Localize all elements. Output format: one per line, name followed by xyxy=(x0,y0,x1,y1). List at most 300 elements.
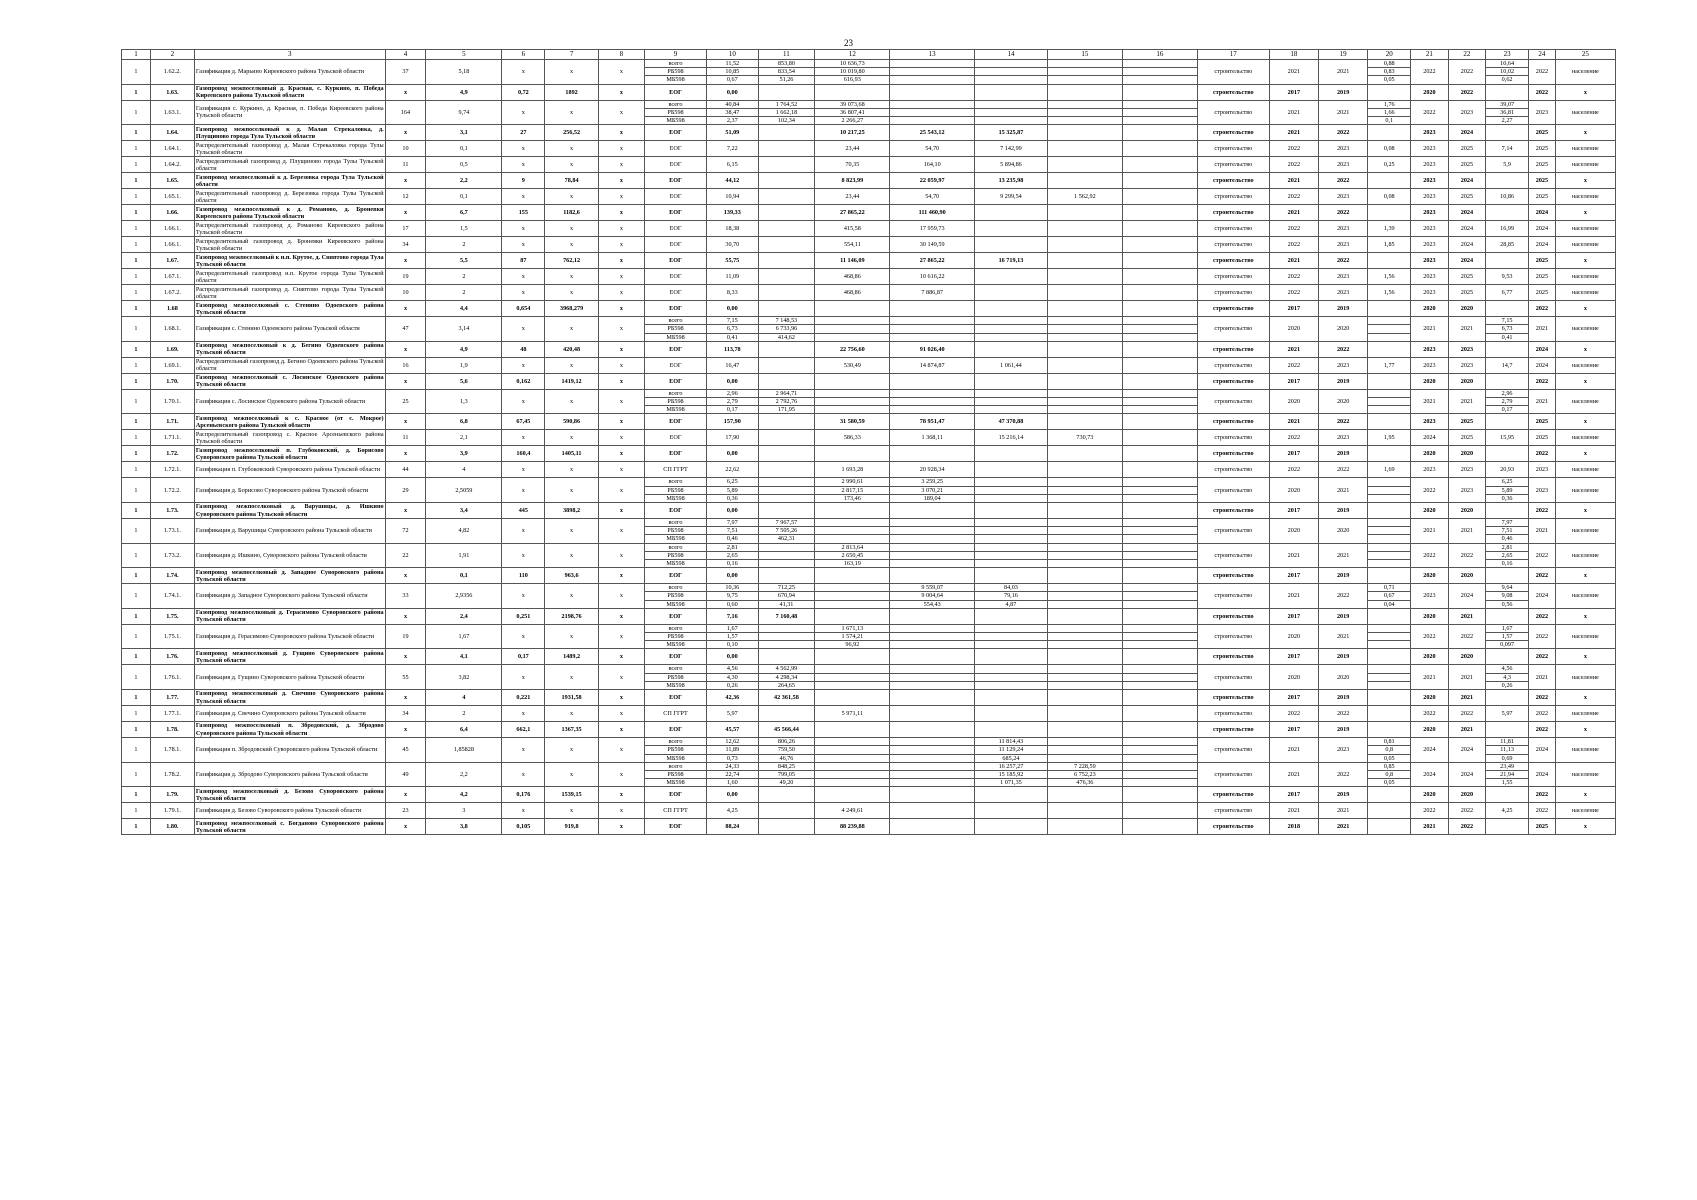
cell-col-6: х xyxy=(502,738,545,763)
table-row xyxy=(122,624,1616,632)
cell-col-15 xyxy=(1047,389,1122,397)
cell-col-12: 23,44 xyxy=(815,189,890,205)
column-header-17: 17 xyxy=(1197,50,1269,60)
object-name: Газификация д. Збродово Суворовского района Тульской области xyxy=(194,762,385,787)
table-row xyxy=(122,787,1616,803)
cell-col-14: 16 719,13 xyxy=(975,253,1048,269)
cell-col-24: 2022 xyxy=(1529,503,1556,519)
cell-col-21: 2020 xyxy=(1411,503,1449,519)
cell-col-11 xyxy=(758,430,815,446)
cell-col-17: строительство xyxy=(1197,301,1269,317)
cell-col-10: 10,36 xyxy=(707,584,758,592)
cell-col-15 xyxy=(1047,317,1122,325)
cell-col-24: 2022 xyxy=(1529,301,1556,317)
cell-col-25: население xyxy=(1555,269,1615,285)
cell-col-19: 2022 xyxy=(1319,706,1368,722)
cell-col-16 xyxy=(1122,519,1197,527)
cell-col-9: всего xyxy=(644,738,706,746)
cell-col-20: 0,67 xyxy=(1368,592,1411,600)
cell-col-6: 48 xyxy=(502,341,545,357)
cell-col-7: х xyxy=(545,317,599,342)
cell-col-16 xyxy=(1122,633,1197,641)
cell-col-10: 30,70 xyxy=(707,237,758,253)
cell-col-1: 1 xyxy=(122,568,151,584)
cell-col-9: всего xyxy=(644,762,706,770)
table-row xyxy=(122,649,1616,665)
cell-col-12: 22 756,60 xyxy=(815,341,890,357)
cell-col-8: х xyxy=(598,301,644,317)
cell-col-17: строительство xyxy=(1197,389,1269,414)
cell-col-8: х xyxy=(598,285,644,301)
cell-col-8: х xyxy=(598,141,644,157)
cell-col-24: 2025 xyxy=(1529,430,1556,446)
cell-col-15 xyxy=(1047,333,1122,341)
cell-col-10: 0,60 xyxy=(707,600,758,608)
cell-col-9: ЕОГ xyxy=(644,189,706,205)
cell-col-5: 5,18 xyxy=(426,60,502,85)
cell-col-22: 2025 xyxy=(1448,157,1486,173)
cell-col-13: 10 616,22 xyxy=(890,269,975,285)
cell-col-11: 2 792,76 xyxy=(758,398,815,406)
cell-col-16 xyxy=(1122,108,1197,116)
cell-col-23: 6,25 xyxy=(1486,478,1529,486)
cell-col-9: МБ598 xyxy=(644,779,706,787)
cell-col-18: 2022 xyxy=(1269,237,1318,253)
cell-col-19: 2019 xyxy=(1319,608,1368,624)
cell-col-2: 1.77.1. xyxy=(150,706,194,722)
cell-col-5: 2,2 xyxy=(426,762,502,787)
cell-col-24: 2022 xyxy=(1529,706,1556,722)
cell-col-16 xyxy=(1122,779,1197,787)
cell-col-12: 23,44 xyxy=(815,141,890,157)
cell-col-13 xyxy=(890,373,975,389)
cell-col-13: 14 874,87 xyxy=(890,357,975,373)
cell-col-14 xyxy=(975,285,1048,301)
cell-col-6: х xyxy=(502,389,545,414)
cell-col-5: 4,4 xyxy=(426,301,502,317)
cell-col-6: 0,162 xyxy=(502,373,545,389)
cell-col-14 xyxy=(975,665,1048,673)
cell-col-17: строительство xyxy=(1197,568,1269,584)
cell-col-5: 2,4 xyxy=(426,608,502,624)
cell-col-19: 2023 xyxy=(1319,221,1368,237)
cell-col-10: 0,26 xyxy=(707,681,758,689)
cell-col-8: х xyxy=(598,100,644,125)
cell-col-12 xyxy=(815,84,890,100)
cell-col-8: х xyxy=(598,624,644,649)
cell-col-14: 4,87 xyxy=(975,600,1048,608)
cell-col-7: 590,86 xyxy=(545,414,599,430)
cell-col-19: 2023 xyxy=(1319,357,1368,373)
cell-col-2: 1.71.1. xyxy=(150,430,194,446)
cell-col-21: 2022 xyxy=(1411,624,1449,649)
cell-col-4: х xyxy=(385,690,426,706)
cell-col-17: строительство xyxy=(1197,624,1269,649)
cell-col-23: 5,89 xyxy=(1486,486,1529,494)
cell-col-2: 1.74. xyxy=(150,568,194,584)
cell-col-18: 2020 xyxy=(1269,624,1318,649)
cell-col-23: 0,41 xyxy=(1486,333,1529,341)
cell-col-18: 2021 xyxy=(1269,60,1318,85)
cell-col-23: 20,93 xyxy=(1486,462,1529,478)
cell-col-15 xyxy=(1047,141,1122,157)
cell-col-20: 0,81 xyxy=(1368,738,1411,746)
cell-col-18: 2021 xyxy=(1269,762,1318,787)
cell-col-7: х xyxy=(545,221,599,237)
cell-col-22: 2025 xyxy=(1448,269,1486,285)
cell-col-9: ЕОГ xyxy=(644,373,706,389)
cell-col-18: 2021 xyxy=(1269,803,1318,819)
cell-col-7: х xyxy=(545,543,599,568)
object-name: Газопровод межпоселковый к с. Красное (от с. Мокрое) Арсеньевского района Тульской области xyxy=(195,414,384,429)
table-row xyxy=(122,819,1616,835)
cell-col-14: 16 257,27 xyxy=(975,762,1048,770)
cell-col-18: 2018 xyxy=(1269,819,1318,835)
cell-col-5: 6,4 xyxy=(426,722,502,738)
cell-col-12 xyxy=(815,754,890,762)
cell-col-4: 37 xyxy=(385,60,426,85)
cell-col-14 xyxy=(975,503,1048,519)
cell-col-16 xyxy=(1122,462,1197,478)
cell-col-12 xyxy=(815,317,890,325)
cell-col-11: 41,31 xyxy=(758,600,815,608)
cell-col-10: 157,90 xyxy=(707,414,758,430)
cell-col-2: 1.68 xyxy=(150,301,194,317)
cell-col-23: 10,86 xyxy=(1486,189,1529,205)
cell-col-20 xyxy=(1368,819,1411,835)
cell-col-13: 78 951,47 xyxy=(890,414,975,430)
cell-col-15 xyxy=(1047,125,1122,141)
cell-col-1: 1 xyxy=(122,301,151,317)
cell-col-8: х xyxy=(598,157,644,173)
cell-col-10: 0,00 xyxy=(707,446,758,462)
cell-col-25: х xyxy=(1555,173,1615,189)
cell-col-7: х xyxy=(545,60,599,85)
cell-col-21: 2021 xyxy=(1411,519,1449,544)
cell-col-10: 0,00 xyxy=(707,84,758,100)
cell-col-7: х xyxy=(545,462,599,478)
cell-col-9: РБ598 xyxy=(644,592,706,600)
cell-col-16 xyxy=(1122,100,1197,108)
cell-col-20 xyxy=(1368,690,1411,706)
cell-col-8: х xyxy=(598,125,644,141)
cell-col-15 xyxy=(1047,269,1122,285)
cell-col-14 xyxy=(975,205,1048,221)
cell-col-4: х xyxy=(385,787,426,803)
cell-col-23: 2,65 xyxy=(1486,551,1529,559)
cell-col-20: 0,1 xyxy=(1368,117,1411,125)
cell-col-22: 2022 xyxy=(1448,60,1486,85)
cell-col-13: 111 460,90 xyxy=(890,205,975,221)
cell-col-5: 0,1 xyxy=(426,141,502,157)
cell-col-19: 2019 xyxy=(1319,787,1368,803)
cell-col-13: 7 886,87 xyxy=(890,285,975,301)
cell-col-2: 1.66.1. xyxy=(150,237,194,253)
cell-col-10: 12,62 xyxy=(707,738,758,746)
cell-col-10: 7,22 xyxy=(707,141,758,157)
cell-col-13: 164,10 xyxy=(890,157,975,173)
cell-col-22: 2020 xyxy=(1448,568,1486,584)
cell-col-12 xyxy=(815,649,890,665)
cell-col-16 xyxy=(1122,681,1197,689)
cell-col-7: 1405,11 xyxy=(545,446,599,462)
cell-col-9: РБ598 xyxy=(644,633,706,641)
cell-col-4: 34 xyxy=(385,706,426,722)
cell-col-23 xyxy=(1486,373,1529,389)
cell-col-18: 2022 xyxy=(1269,706,1318,722)
cell-col-17: строительство xyxy=(1197,84,1269,100)
cell-col-23: 9,08 xyxy=(1486,592,1529,600)
cell-col-11 xyxy=(758,414,815,430)
cell-col-11: 102,34 xyxy=(758,117,815,125)
cell-col-12: 31 580,59 xyxy=(815,414,890,430)
cell-col-7: х xyxy=(545,237,599,253)
page-number: 23 xyxy=(844,38,853,48)
cell-col-1: 1 xyxy=(122,317,151,342)
cell-col-13 xyxy=(890,665,975,673)
cell-col-19: 2019 xyxy=(1319,690,1368,706)
cell-col-16 xyxy=(1122,317,1197,325)
cell-col-22: 2023 xyxy=(1448,462,1486,478)
cell-col-14 xyxy=(975,803,1048,819)
cell-col-11 xyxy=(758,633,815,641)
cell-col-24: 2022 xyxy=(1529,543,1556,568)
cell-col-6: х xyxy=(502,157,545,173)
cell-col-15 xyxy=(1047,68,1122,76)
cell-col-10: 51,09 xyxy=(707,125,758,141)
cell-col-9: ЕОГ xyxy=(644,690,706,706)
cell-col-21: 2024 xyxy=(1411,430,1449,446)
cell-col-15 xyxy=(1047,503,1122,519)
cell-col-1: 1 xyxy=(122,462,151,478)
cell-col-13 xyxy=(890,754,975,762)
cell-col-1: 1 xyxy=(122,269,151,285)
cell-col-2: 1.75.1. xyxy=(150,624,194,649)
cell-col-5: 3,8 xyxy=(426,819,502,835)
cell-col-2: 1.79.1. xyxy=(150,803,194,819)
cell-col-2: 1.74.1. xyxy=(150,584,194,609)
cell-col-18: 2022 xyxy=(1269,141,1318,157)
cell-col-21: 2022 xyxy=(1411,543,1449,568)
cell-col-5: 2 xyxy=(426,269,502,285)
cell-col-21: 2020 xyxy=(1411,608,1449,624)
cell-col-15: 7 228,59 xyxy=(1047,762,1122,770)
cell-col-9: всего xyxy=(644,665,706,673)
cell-col-22: 2024 xyxy=(1448,221,1486,237)
cell-col-14 xyxy=(975,341,1048,357)
cell-col-16 xyxy=(1122,494,1197,502)
cell-col-9: ЕОГ xyxy=(644,269,706,285)
cell-col-12: 530,49 xyxy=(815,357,890,373)
cell-col-21: 2020 xyxy=(1411,649,1449,665)
cell-col-10: 0,00 xyxy=(707,568,758,584)
cell-col-11 xyxy=(758,173,815,189)
cell-col-12 xyxy=(815,373,890,389)
cell-col-7: х xyxy=(545,269,599,285)
cell-col-23: 1,57 xyxy=(1486,633,1529,641)
cell-col-15 xyxy=(1047,754,1122,762)
cell-col-17: строительство xyxy=(1197,543,1269,568)
cell-col-8: х xyxy=(598,519,644,544)
cell-col-9: МБ598 xyxy=(644,754,706,762)
cell-col-11 xyxy=(758,357,815,373)
cell-col-20 xyxy=(1368,519,1411,527)
cell-col-5: 3,9 xyxy=(426,446,502,462)
column-header-10: 10 xyxy=(707,50,758,60)
cell-col-15: 476,36 xyxy=(1047,779,1122,787)
cell-col-11: 45 566,44 xyxy=(758,722,815,738)
cell-col-20: 1,77 xyxy=(1368,357,1411,373)
cell-col-14: 15 325,87 xyxy=(975,125,1048,141)
cell-col-9: ЕОГ xyxy=(644,414,706,430)
cell-col-5: 2,1 xyxy=(426,430,502,446)
cell-col-13 xyxy=(890,100,975,108)
cell-col-21: 2020 xyxy=(1411,373,1449,389)
cell-col-21: 2023 xyxy=(1411,269,1449,285)
cell-col-1: 1 xyxy=(122,341,151,357)
cell-col-1: 1 xyxy=(122,738,151,763)
cell-col-7: 256,52 xyxy=(545,125,599,141)
cell-col-18: 2022 xyxy=(1269,285,1318,301)
cell-col-10: 88,24 xyxy=(707,819,758,835)
cell-col-6: 9 xyxy=(502,173,545,189)
cell-col-10: 8,33 xyxy=(707,285,758,301)
cell-col-10: 9,75 xyxy=(707,592,758,600)
cell-col-14 xyxy=(975,681,1048,689)
cell-col-4: 19 xyxy=(385,269,426,285)
cell-col-20 xyxy=(1368,624,1411,632)
cell-col-7: х xyxy=(545,430,599,446)
cell-col-18: 2020 xyxy=(1269,389,1318,414)
cell-col-15 xyxy=(1047,357,1122,373)
cell-col-9: ЕОГ xyxy=(644,568,706,584)
cell-col-13 xyxy=(890,681,975,689)
cell-col-6: 67,45 xyxy=(502,414,545,430)
cell-col-4: 11 xyxy=(385,430,426,446)
table-row xyxy=(122,253,1616,269)
table-row xyxy=(122,722,1616,738)
cell-col-22: 2021 xyxy=(1448,317,1486,342)
cell-col-13: 1 368,11 xyxy=(890,430,975,446)
cell-col-1: 1 xyxy=(122,205,151,221)
cell-col-10: 2,96 xyxy=(707,389,758,397)
cell-col-7: 963,6 xyxy=(545,568,599,584)
cell-col-8: х xyxy=(598,237,644,253)
cell-col-23 xyxy=(1486,608,1529,624)
cell-col-13 xyxy=(890,333,975,341)
cell-col-5: 1,5 xyxy=(426,221,502,237)
cell-col-18: 2022 xyxy=(1269,269,1318,285)
cell-col-16 xyxy=(1122,592,1197,600)
cell-col-23 xyxy=(1486,787,1529,803)
cell-col-25: х xyxy=(1555,690,1615,706)
cell-col-12 xyxy=(815,600,890,608)
cell-col-14: 11 129,24 xyxy=(975,746,1048,754)
cell-col-18: 2021 xyxy=(1269,738,1318,763)
cell-col-24: 2025 xyxy=(1529,173,1556,189)
cell-col-14 xyxy=(975,560,1048,568)
cell-col-4: х xyxy=(385,503,426,519)
cell-col-18: 2021 xyxy=(1269,205,1318,221)
cell-col-12: 415,58 xyxy=(815,221,890,237)
cell-col-9: РБ598 xyxy=(644,673,706,681)
cell-col-1: 1 xyxy=(122,237,151,253)
cell-col-15 xyxy=(1047,706,1122,722)
cell-col-15 xyxy=(1047,253,1122,269)
table-row xyxy=(122,173,1616,189)
cell-col-15 xyxy=(1047,462,1122,478)
cell-col-13: 91 026,40 xyxy=(890,341,975,357)
cell-col-6: 110 xyxy=(502,568,545,584)
cell-col-10: 7,15 xyxy=(707,317,758,325)
cell-col-22: 2024 xyxy=(1448,237,1486,253)
cell-col-20: 1,39 xyxy=(1368,221,1411,237)
cell-col-19: 2022 xyxy=(1319,173,1368,189)
cell-col-16 xyxy=(1122,205,1197,221)
cell-col-6: 0,72 xyxy=(502,84,545,100)
cell-col-10: 7,97 xyxy=(707,519,758,527)
cell-col-6: х xyxy=(502,317,545,342)
cell-col-23: 21,94 xyxy=(1486,770,1529,778)
cell-col-16 xyxy=(1122,189,1197,205)
cell-col-4: х xyxy=(385,722,426,738)
object-name: Газопровод межпоселковый с. Стенино Одоевского района Тульской области xyxy=(195,301,384,316)
cell-col-15 xyxy=(1047,494,1122,502)
cell-col-16 xyxy=(1122,237,1197,253)
cell-col-16 xyxy=(1122,551,1197,559)
table-row xyxy=(122,389,1616,397)
cell-col-10: 22,74 xyxy=(707,770,758,778)
cell-col-21: 2023 xyxy=(1411,221,1449,237)
object-name: Газопровод межпоселковый с. Лосинское Одоевского района Тульской области xyxy=(195,374,384,389)
table-row xyxy=(122,478,1616,486)
cell-col-7: х xyxy=(545,762,599,787)
cell-col-16 xyxy=(1122,770,1197,778)
cell-col-16 xyxy=(1122,535,1197,543)
cell-col-7: х xyxy=(545,100,599,125)
cell-col-16 xyxy=(1122,803,1197,819)
cell-col-16 xyxy=(1122,389,1197,397)
cell-col-17: строительство xyxy=(1197,738,1269,763)
cell-col-14: 685,24 xyxy=(975,754,1048,762)
cell-col-12: 5 971,11 xyxy=(815,706,890,722)
cell-col-2: 1.78.2. xyxy=(150,762,194,787)
cell-col-19: 2021 xyxy=(1319,624,1368,649)
cell-col-6: х xyxy=(502,221,545,237)
cell-col-16 xyxy=(1122,746,1197,754)
cell-col-8: х xyxy=(598,389,644,414)
cell-col-5: 4,9 xyxy=(426,84,502,100)
cell-col-1: 1 xyxy=(122,357,151,373)
cell-col-9: всего xyxy=(644,317,706,325)
cell-col-11: 46,76 xyxy=(758,754,815,762)
cell-col-10: 0,16 xyxy=(707,560,758,568)
cell-col-24: 2022 xyxy=(1529,446,1556,462)
cell-col-20: 0,8 xyxy=(1368,770,1411,778)
cell-col-13 xyxy=(890,722,975,738)
cell-col-16 xyxy=(1122,157,1197,173)
cell-col-14 xyxy=(975,478,1048,486)
cell-col-21: 2020 xyxy=(1411,787,1449,803)
cell-col-4: 10 xyxy=(385,285,426,301)
object-name: Газификация д. Свечино Суворовского района Тульской области xyxy=(194,706,385,722)
cell-col-15 xyxy=(1047,738,1122,746)
cell-col-16 xyxy=(1122,641,1197,649)
cell-col-18: 2022 xyxy=(1269,462,1318,478)
cell-col-10: 0,73 xyxy=(707,754,758,762)
cell-col-12: 2 813,64 xyxy=(815,543,890,551)
cell-col-11 xyxy=(758,157,815,173)
